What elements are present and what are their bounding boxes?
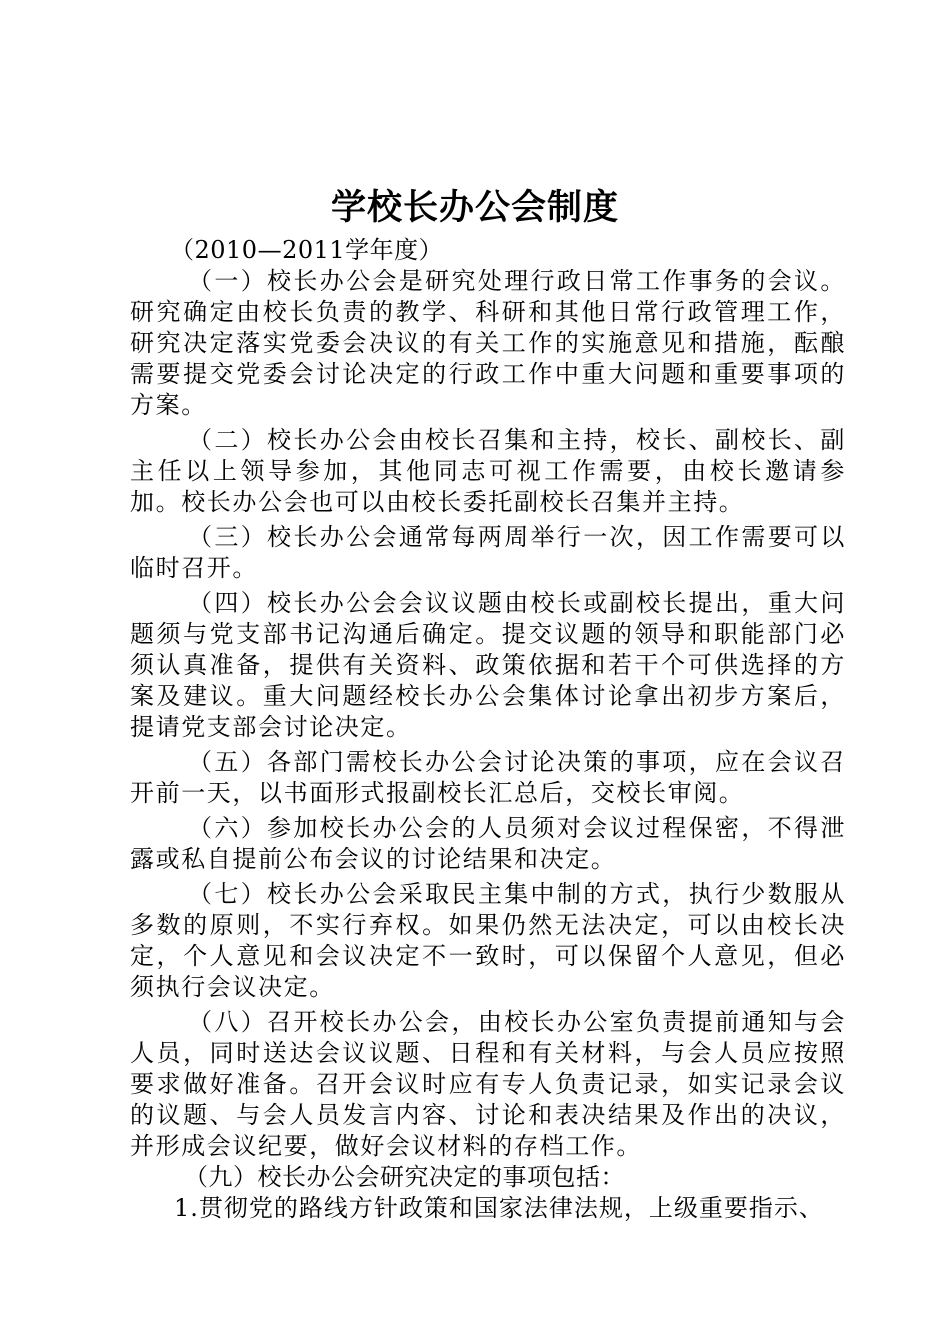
paragraph-item-6: （六）参加校长办公会的人员须对会议过程保密，不得泄露或私自提前公布会议的讨论结果和决定。 xyxy=(130,814,846,873)
list-item-1: 1.贯彻党的路线方针政策和国家法律法规，上级重要指示、 xyxy=(174,1194,824,1222)
paragraph-item-4: （四）校长办公会会议议题由校长或副校长提出，重大问题须与党支部书记沟通后确定。提交议题的领导和职能部门必须认真准备，提供有关资料、政策依据和若干个可供选择的方案及建议。重大问题经校长办公会集体讨论拿出初步方案后，提请党支部会讨论决定。 xyxy=(130,589,846,741)
paragraph-item-2: （二）校长办公会由校长召集和主持，校长、副校长、副主任以上领导参加，其他同志可视工作需要，由校长邀请参加。校长办公会也可以由校长委托副校长召集并主持。 xyxy=(130,426,846,516)
paragraph-item-7: （七）校长办公会采取民主集中制的方式，执行少数服从多数的原则，不实行弃权。如果仍然无法决定，可以由校长决定，个人意见和会议决定不一致时，可以保留个人意见，但必须执行会议决定。 xyxy=(130,880,846,1001)
document-body xyxy=(130,235,846,1224)
document-title: 学校长办公会制度 xyxy=(330,187,619,228)
paragraph-item-5: （五）各部门需校长办公会讨论决策的事项，应在会议召开前一天，以书面形式报副校长汇总后，交校长审阅。 xyxy=(130,748,846,807)
paragraph-item-3: （三）校长办公会通常每两周举行一次，因工作需要可以临时召开。 xyxy=(130,523,846,582)
academic-year-line: （2010—2011学年度） xyxy=(170,236,444,264)
paragraph-item-9: （九）校长办公会研究决定的事项包括： xyxy=(184,1163,625,1191)
paragraph-item-8: （八）召开校长办公会，由校长办公室负责提前通知与会人员，同时送达会议议题、日程和有关材料，与会人员应按照要求做好准备。召开会议时应有专人负责记录，如实记录会议的议题、与会人员发言内容、讨论和表决结果及作出的决议，并形成会议纪要，做好会议材料的存档工作。 xyxy=(130,1008,846,1160)
paragraph-item-1: （一）校长办公会是研究处理行政日常工作事务的会议。研究确定由校长负责的教学、科研和其他日常行政管理工作，研究决定落实党委会决议的有关工作的实施意见和措施，酝酿需要提交党委会讨论决定的行政工作中重大问题和重要事项的方案。 xyxy=(130,267,846,419)
